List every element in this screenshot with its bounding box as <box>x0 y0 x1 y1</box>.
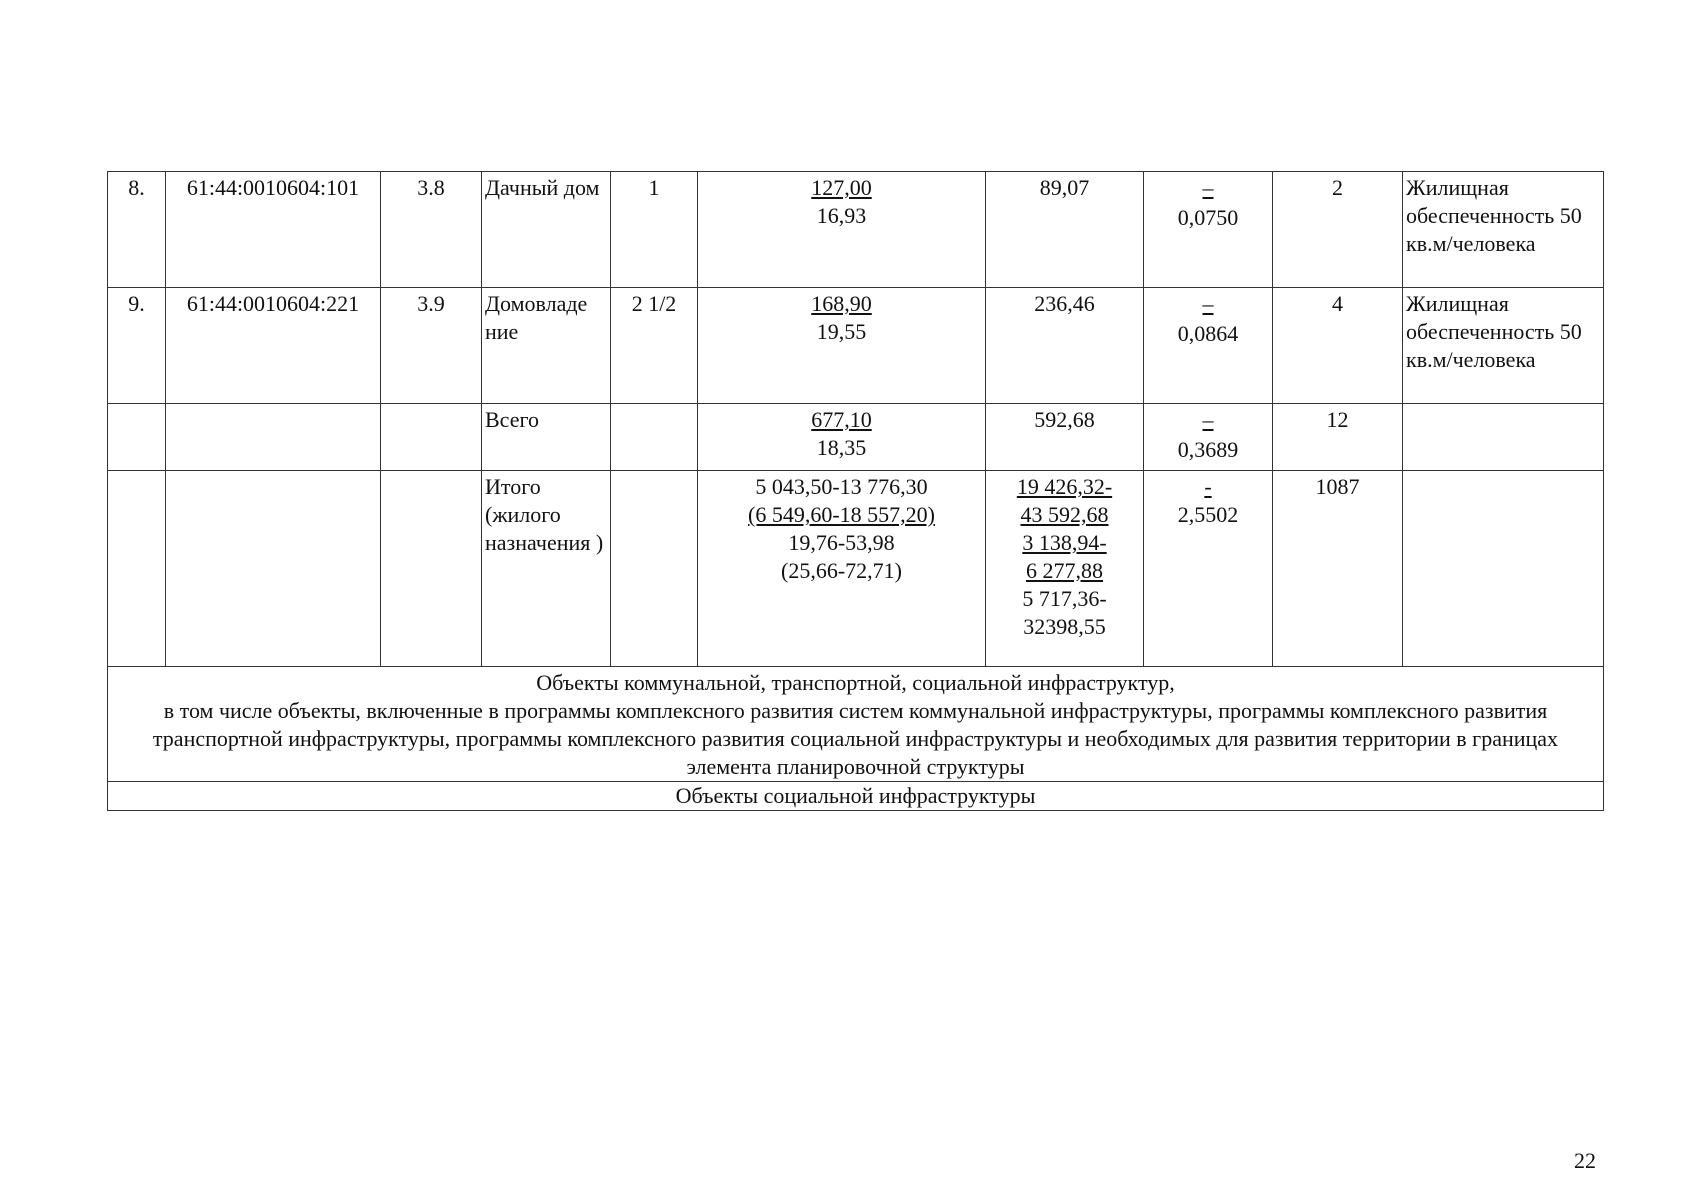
floors: 1 <box>611 172 698 288</box>
grand-total-row <box>108 471 1604 667</box>
col7-value: 0,0864 <box>1177 321 1239 346</box>
total-col6: 592,68 <box>986 404 1144 471</box>
col6-value: 236,46 <box>986 288 1144 404</box>
row-number: 8. <box>108 172 166 288</box>
subsection-header-row <box>108 782 1604 811</box>
area-bottom: 16,93 <box>816 203 867 228</box>
grand-total-col6-line1: 19 426,32- <box>1016 474 1113 499</box>
grand-total-col7-cell <box>1144 471 1273 667</box>
area-cell <box>698 172 986 288</box>
data-table <box>107 171 1604 811</box>
grand-total-col6-line6: 32398,55 <box>1023 614 1106 639</box>
total-label: Всего <box>482 404 611 471</box>
section-header <box>108 667 1604 782</box>
code: 3.8 <box>381 172 482 288</box>
empty-cell <box>1403 471 1604 667</box>
cadastral-number: 61:44:0010604:221 <box>166 288 381 404</box>
col7-cell <box>1144 172 1273 288</box>
section-header-row <box>108 667 1604 782</box>
col7-dash: – <box>1202 175 1214 200</box>
col7-cell <box>1144 288 1273 404</box>
area-bottom: 19,55 <box>816 319 867 344</box>
empty-cell <box>1403 404 1604 471</box>
page-number: 22 <box>1574 1148 1596 1173</box>
col6-value: 89,07 <box>986 172 1144 288</box>
note: Жилищная обеспеченность 50 кв.м/человека <box>1403 172 1604 288</box>
grand-total-area-line1: 5 043,50-13 776,30 <box>755 474 928 499</box>
total-row <box>108 404 1604 471</box>
total-area-bottom: 18,35 <box>816 435 867 460</box>
grand-total-label: Итого (жилого назначения ) <box>482 471 611 667</box>
floors: 2 1/2 <box>611 288 698 404</box>
grand-total-col6-line4: 6 277,88 <box>1026 558 1103 583</box>
grand-total-area-line4: (25,66-72,71) <box>781 558 902 583</box>
grand-total-area-cell <box>698 471 986 667</box>
grand-total-col6-line5: 5 717,36- <box>1022 586 1107 611</box>
grand-total-col8: 1087 <box>1273 471 1403 667</box>
total-col7-dash: – <box>1202 407 1214 432</box>
empty-cell <box>108 404 166 471</box>
section-header-line1: Объекты коммунальной, транспортной, социальной инфраструктур, <box>536 670 1175 695</box>
col8-value: 2 <box>1273 172 1403 288</box>
table-row <box>108 172 1604 288</box>
grand-total-col7-dash: - <box>1204 474 1212 499</box>
object-name: Домовладе ние <box>482 288 611 404</box>
empty-cell <box>166 404 381 471</box>
object-name: Дачный дом <box>482 172 611 288</box>
col7-dash: – <box>1202 291 1214 316</box>
code: 3.9 <box>381 288 482 404</box>
area-cell <box>698 288 986 404</box>
grand-total-col6-line2: 43 592,68 <box>1020 502 1109 527</box>
total-col7-value: 0,3689 <box>1177 437 1239 462</box>
grand-total-area-line2: (6 549,60-18 557,20) <box>748 502 935 527</box>
grand-total-col6-cell <box>986 471 1144 667</box>
empty-cell <box>611 471 698 667</box>
table-row <box>108 288 1604 404</box>
empty-cell <box>166 471 381 667</box>
total-col8: 12 <box>1273 404 1403 471</box>
note: Жилищная обеспеченность 50 кв.м/человека <box>1403 288 1604 404</box>
empty-cell <box>611 404 698 471</box>
subsection-header: Объекты социальной инфраструктуры <box>108 782 1604 811</box>
col7-value: 0,0750 <box>1177 205 1239 230</box>
total-col7-cell <box>1144 404 1273 471</box>
grand-total-col6-line3: 3 138,94- <box>1022 530 1107 555</box>
row-number: 9. <box>108 288 166 404</box>
total-area-cell <box>698 404 986 471</box>
section-header-line2: в том числе объекты, включенные в программы комплексного развития систем коммунальной инфраструктуры, программы комплексного развития транспортной инфраструктуры, программы комплексного развития социальной инфраструктуры и необходимых для развития территории в границах элемента планировочной структуры <box>152 698 1559 779</box>
total-area-top: 677,10 <box>811 407 872 432</box>
empty-cell <box>381 471 482 667</box>
col8-value: 4 <box>1273 288 1403 404</box>
grand-total-area-line3: 19,76-53,98 <box>788 530 895 555</box>
empty-cell <box>108 471 166 667</box>
grand-total-col7-value: 2,5502 <box>1177 502 1239 527</box>
area-top: 168,90 <box>811 291 872 316</box>
area-top: 127,00 <box>811 175 872 200</box>
cadastral-number: 61:44:0010604:101 <box>166 172 381 288</box>
empty-cell <box>381 404 482 471</box>
